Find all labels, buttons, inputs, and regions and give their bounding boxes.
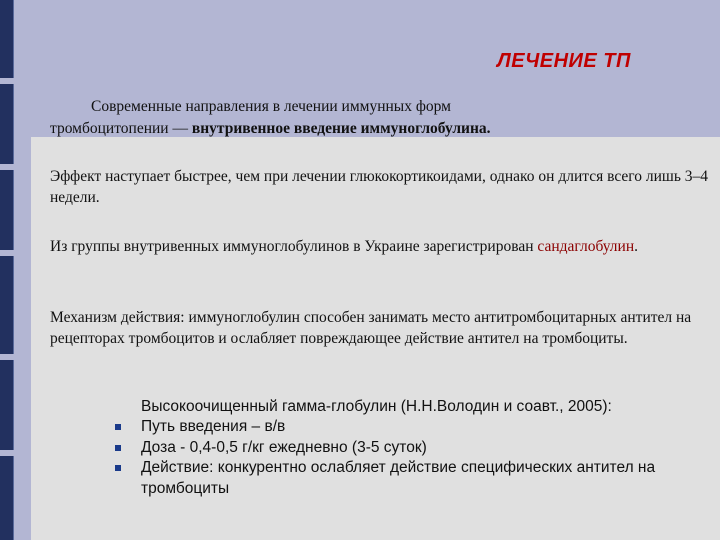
paragraph-1-line-2	[50, 118, 491, 139]
paragraph-3	[50, 236, 710, 257]
paragraph-1-line-1: Современные направления в лечении иммунных форм	[91, 98, 451, 115]
square-bullet-icon	[115, 424, 121, 430]
paragraph-1-plain: тромбоцитопении —	[50, 120, 192, 137]
decorative-side-bar	[0, 360, 14, 450]
paragraph-4: Механизм действия: иммуноглобулин способен занимать место антитромбоцитарных антител на рецепторах тромбоцитов и ослабляет повреждающее действие антител на тромбоциты.	[50, 309, 692, 347]
decorative-side-bar	[0, 0, 14, 78]
decorative-side-bar	[0, 256, 14, 354]
list-item	[113, 417, 673, 438]
decorative-side-bar	[0, 84, 14, 164]
drug-name-highlight: сандаглобулин	[537, 238, 635, 255]
paragraph-1-bold: внутривенное введение иммуноглобулина.	[191, 120, 491, 137]
decorative-side-bar	[0, 456, 14, 540]
paragraph-2: Эффект наступает быстрее, чем при лечении глюкокортикоидами, однако он длится всего лишь 3–4 недели.	[50, 168, 709, 206]
list-item	[113, 438, 673, 459]
paragraph-3-end: .	[634, 238, 639, 255]
gamma-bullet-list	[113, 417, 673, 499]
decorative-side-bar	[0, 170, 14, 250]
list-item-text: Путь введения – в/в	[141, 418, 286, 435]
gamma-intro: Высокоочищенный гамма-глобулин (Н.Н.Володин и соавт., 2005):	[141, 398, 612, 415]
slide-title: ЛЕЧЕНИЕ ТП	[497, 50, 631, 72]
list-item	[113, 458, 673, 499]
list-item-text: Доза - 0,4-0,5 г/кг ежедневно (3-5 суток)	[141, 438, 427, 456]
list-item-text: Действие: конкурентно ослабляет действие специфических антител на тромбоциты	[141, 459, 656, 497]
square-bullet-icon	[115, 445, 121, 451]
paragraph-3-text: Из группы внутривенных иммуноглобулинов в Украине зарегистрирован	[50, 238, 538, 255]
square-bullet-icon	[115, 465, 121, 471]
